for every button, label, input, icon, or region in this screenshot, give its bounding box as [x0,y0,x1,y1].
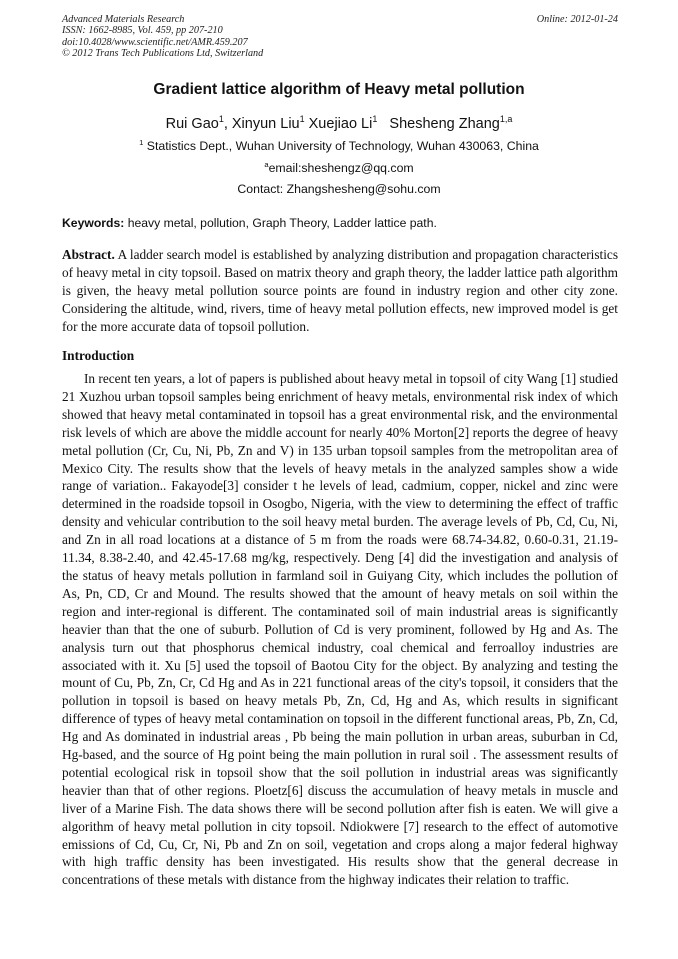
email-address: email:sheshengz@qq.com [268,161,414,175]
author-name: Shesheng Zhang [389,116,500,132]
affiliation-text: Statistics Dept., Wuhan University of Technology, Wuhan 430063, China [146,139,539,153]
author-list: Rui Gao$^1$, Xinyun Liu$^1$ Xuejiao Li$^1$ Shesheng Zhang$^{1,a}$ [165,114,513,132]
author-name: Xinyun Liu [231,116,300,132]
author-affil-mark: 1 [218,114,224,125]
abstract-text: A ladder search model is established by analyzing distribution and propagation characteristics of heavy metal in city topsoil. Based on matrix theory and graph theory, the ladder lattice path algorithm is given, the heavy metal pollution source points are found in industry region and other city zone. Considering the altitude, wind, rivers, time of heavy metal pollution effects, new improved model is get for the more accurate data of topsoil pollution. [62,247,619,334]
abstract [62,246,618,336]
introduction-heading: Introduction [62,348,135,363]
email-mark: a [264,159,269,169]
doi-line: doi:10.4028/www.scientific.net/AMR.459.207 [62,36,248,48]
abstract-label: Abstract. [62,247,115,262]
affiliation [0,139,678,153]
keywords-text: heavy metal, pollution, Graph Theory, Ladder lattice path. [127,216,437,230]
author-affil-mark: 1 [299,114,305,125]
keywords-label: Keywords: [62,216,125,230]
email-line [0,161,678,175]
keywords [62,216,618,230]
author-name: Rui Gao [165,116,219,132]
paper-title: Gradient lattice algorithm of Heavy metal pollution [153,81,525,98]
introduction-paragraph: In recent ten years, a lot of papers is published about heavy metal in topsoil of city Wang [1] studied 21 Xuzhou urban topsoil samples being enrichment of heavy metals, environmental risk index of which showed that heavy metal contaminated in topsoil has a great environmental risk, and the environmental risk levels of which are above the middle account for nearly 40% Morton[2] reports the degree of heavy metal pollution (Cr, Cu, Ni, Pb, Zn and V) in 135 urban topsoil samples from the metropolitan area of Mexico City. The results show that the levels of heavy metals in the analyzed samples show a wide range of variation.. Fakayode[3] consider t he levels of lead, cadmium, copper, nickel and zinc were determined in the roadside topsoil in Osogbo, Nigeria, with the view to determining the effect of traffic density and vehicular contribution to the soil heavy metal burden. The average levels of Pb, Cd, Cu, Ni, and Zn in all road locations at a distance of 5 m from the roads were 68.74-34.82, 0.60-0.31, 21.19-11.34, 8.38-2.40, and 42.45-17.68 mg/kg, respectively. Deng [4] did the investigation and analysis of the status of heavy metals pollution in farmland soil in Guiyang City, which includes the pollution of As, Pn, CD, Cr and Mound. The results showed that the amount of heavy metals on soil within the region and inter-regional is different. The contaminated soil of main industrial areas is significantly heavier than that the one of suburb. Pollution of Cd is very prominent, followed by Hg and As. The analysis turn out that phosphorus chemical industry, coal chemical and ferroalloy industries are associated with it. Xu [5] used the topsoil of Baotou City for the object. By analyzing and testing the mount of Cu, Pb, Zn, Cr, Cd Hg and As in 221 functional areas of the city's topsoil, it considers that the pollution in topsoil is based on heavy metals Pb, Zn, Cd, Hg and As, which results in significant difference of types of heavy metal contamination on topsoil in the different functional areas, Pb, Zn, Cd, Hg and As dominated in industrial areas , Pb being the main pollution in urban areas, suburban in Cd, Hg-based, and the source of Hg point being the main pollution in rural soil . The assessment results of potential ecological risk in topsoil show that the soil pollution in industrial areas was significantly heavier than that of other regions. Ploetz[6] discuss the accumulation of heavy metals in muscle and liver of a Marine Fish. The data shows there will be second pollution after fish is eaten. We will give a algorithm of heavy metal pollution in city topsoil. Ndiokwere [7] research to the effect of automotive emissions of Cd, Cu, Cr, Ni, Pb and Zn on soil, vegetation and crops along a major federal highway with high traffic density has been investigated. His results show that the general decrease in concentrations of these metals with distance from the highway indicates their relation to traffic. [62,371,618,888]
contact-line: Contact: Zhangshesheng@sohu.com [237,182,441,196]
affiliation-mark: 1 [139,137,144,147]
author-name: Xuejiao Li [308,116,373,132]
issn-line: ISSN: 1662-8985, Vol. 459, pp 207-210 [62,25,223,37]
copyright-line: © 2012 Trans Tech Publications Ltd, Switzerland [62,48,264,60]
journal-name: Advanced Materials Research [62,14,185,25]
author-affil-mark: 1,a [499,114,513,125]
online-date: Online: 2012-01-24 [536,14,618,25]
journal-header [62,14,618,60]
author-affil-mark: 1 [372,114,378,125]
